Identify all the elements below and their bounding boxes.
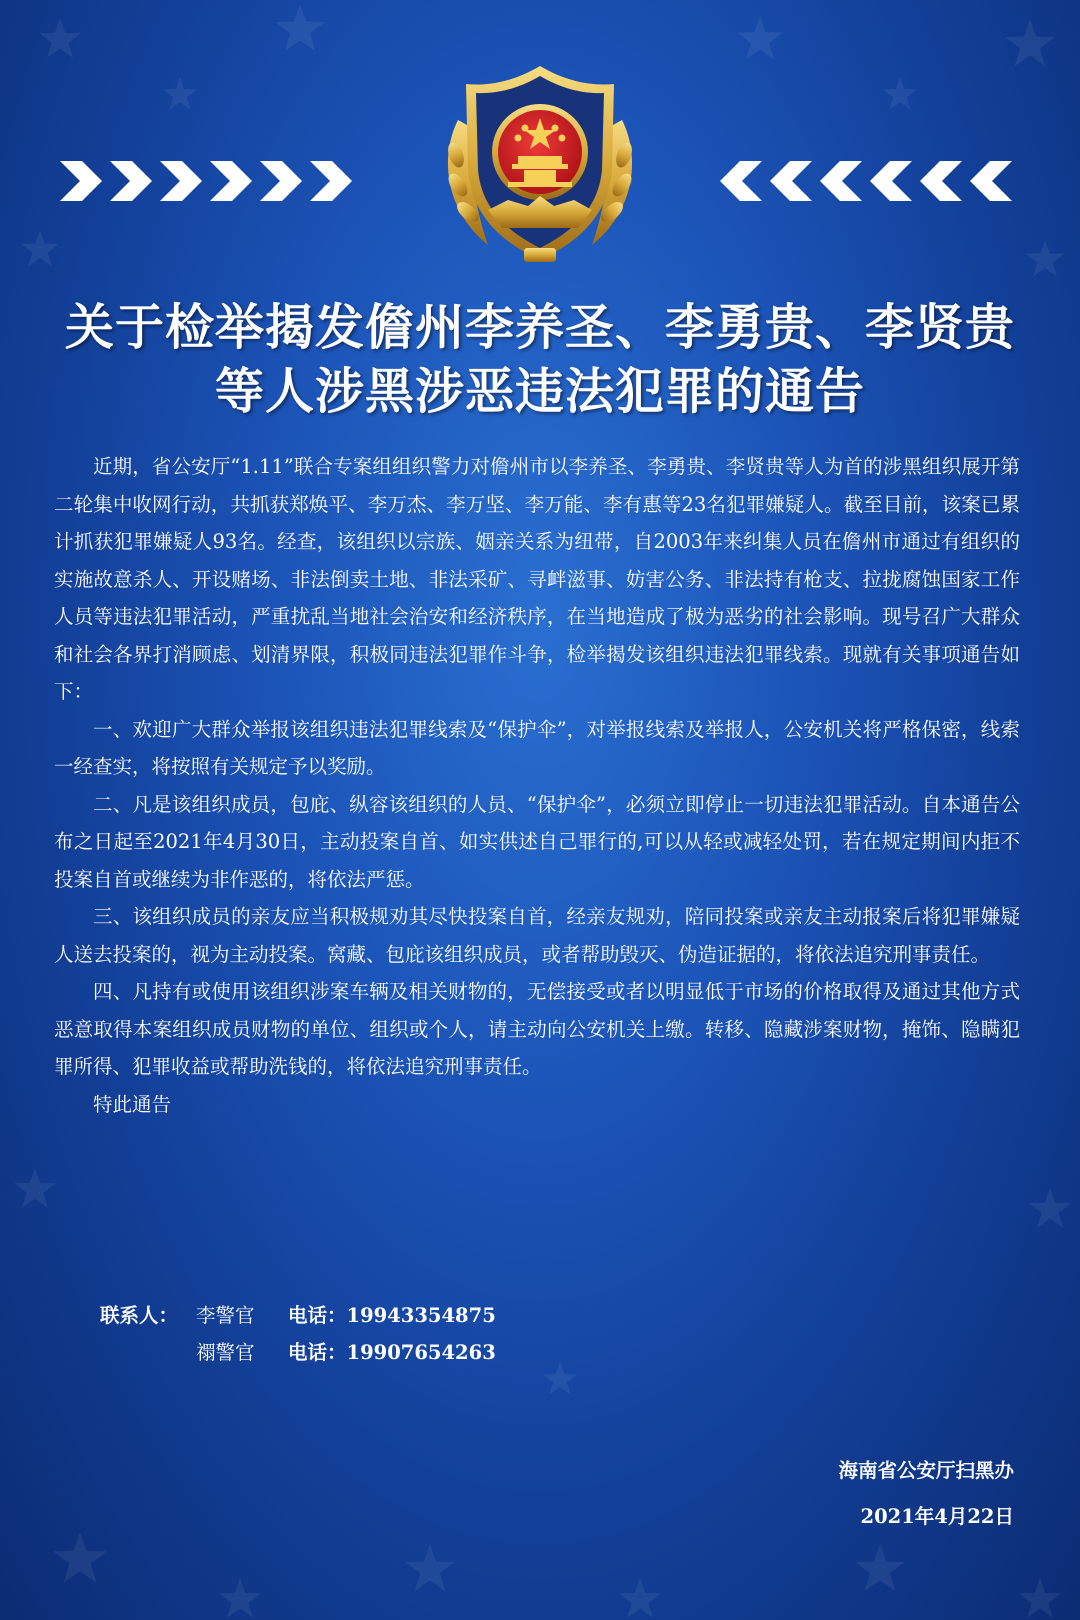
- notice-title: [40, 295, 1040, 423]
- contact-row: [100, 1297, 496, 1334]
- contact-phone: 19907654263: [346, 1341, 496, 1364]
- issuing-organization: 海南省公安厅扫黑办: [838, 1459, 1014, 1482]
- chevron-right-icon: [60, 161, 352, 201]
- paragraph-item-4: 四、凡持有或使用该组织涉案车辆及相关财物的，无偿接受或者以明显低于市场的价格取得及通过其他方式恶意取得本案组织成员财物的单位、组织或个人，请主动向公安机关上缴。转移、隐藏涉案财物，掩饰、隐瞒犯罪所得、犯罪收益或帮助洗钱的，将依法追究刑事责任。: [54, 980, 1020, 1078]
- contact-name: 禤警官: [196, 1341, 255, 1364]
- chevron-left-icon: [720, 161, 1012, 201]
- paragraph-intro: 近期，省公安厅“1.11”联合专案组组织警力对儋州市以李养圣、李勇贵、李贤贵等人为首的涉黑组织展开第二轮集中收网行动，共抓获郑焕平、李万杰、李万坚、李万能、李有惠等23名犯罪嫌疑人。截至目前，该案已累计抓获犯罪嫌疑人93名。经查，该组织以宗族、姻亲关系为纽带，自2003年来纠集人员在儋州市通过有组织的实施故意杀人、开设赌场、非法倒卖土地、非法采矿、寻衅滋事、妨害公务、非法持有枪支、拉拢腐蚀国家工作人员等违法犯罪活动，严重扰乱当地社会治安和经济秩序，在当地造成了极为恶劣的社会影响。现号召广大群众和社会各界打消顾虑、划清界限，积极同违法犯罪作斗争，检举揭发该组织违法犯罪线索。现就有关事项通告如下：: [54, 455, 1020, 703]
- signoff-block: [838, 1448, 1014, 1540]
- contact-row: [100, 1334, 496, 1371]
- contacts-label: 联系人：: [100, 1304, 179, 1327]
- phone-label: 电话：: [288, 1304, 347, 1327]
- notice-title-line-2: 等人涉黑涉恶违法犯罪的通告: [214, 362, 865, 420]
- contact-name: 李警官: [196, 1304, 255, 1327]
- chevron-left-icon-group: [720, 157, 1020, 205]
- paragraph-item-2: 二、凡是该组织成员，包庇、纵容该组织的人员、“保护伞”，必须立即停止一切违法犯罪活动。自本通告公布之日起至2021年4月30日，主动投案自首、如实供述自己罪行的,可以从轻或减轻处罚，若在规定期间内拒不投案自首或继续为非作恶的，将依法严惩。: [54, 792, 1020, 891]
- chevron-right-icon-group: [60, 157, 360, 205]
- notice-body: [54, 448, 1020, 1123]
- notice-title-line-1: 关于检举揭发儋州李养圣、李勇贵、李贤贵: [64, 298, 1015, 356]
- phone-label: 电话：: [288, 1341, 347, 1364]
- contact-phone: 19943354875: [346, 1304, 496, 1327]
- contacts-block: [100, 1297, 496, 1371]
- police-emblem-icon: [428, 60, 652, 272]
- issue-date: 2021年4月22日: [860, 1505, 1014, 1528]
- paragraph-item-3: 三、该组织成员的亲友应当积极规劝其尽快投案自首，经亲友规劝，陪同投案或亲友主动报案后将犯罪嫌疑人送去投案的，视为主动投案。窝藏、包庇该组织成员，或者帮助毁灭、伪造证据的，将依法追究刑事责任。: [54, 905, 1020, 966]
- paragraph-item-1: 一、欢迎广大群众举报该组织违法犯罪线索及“保护伞”，对举报线索及举报人，公安机关将严格保密，线索一经查实，将按照有关规定予以奖励。: [54, 717, 1020, 778]
- closing-line: 特此通告: [93, 1092, 172, 1116]
